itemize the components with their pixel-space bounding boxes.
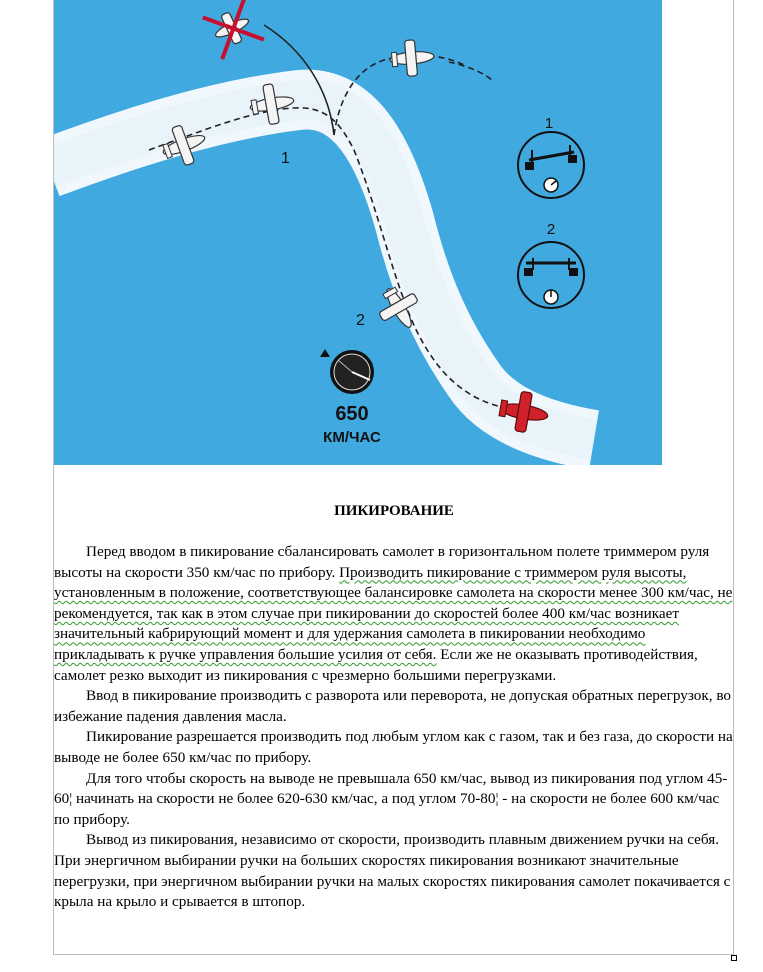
position-label-2: 2: [356, 312, 365, 329]
dive-diagram: [54, 0, 662, 465]
dive-illustration: [54, 0, 662, 465]
document-title: ПИКИРОВАНИЕ: [334, 503, 454, 519]
paragraph: [54, 830, 734, 912]
inset-label-1: 1: [544, 115, 554, 132]
position-label-1: 1: [281, 150, 290, 167]
paragraph: [54, 542, 734, 686]
paragraph-segment: Если же не оказывать противодействия, самолет резко выходит из пикирования с чрезмерно большими перегрузками.: [54, 645, 698, 684]
paragraph: [54, 769, 734, 831]
paragraph-segment: Для того чтобы скорость на выводе не превышала 650 км/час, вывод из пикирования под углом 45-60¦ начинать на скорости не более 620-630 км/час, а под углом 70-80¦ - на скорости не более 600 км/час по прибору.: [54, 769, 728, 828]
paragraph: [54, 727, 734, 768]
paragraph-segment: Перед вводом в пикирование сбалансировать самолет в горизонтальном полете триммером руля высоты на скорости 350 км/час по прибору.: [54, 543, 710, 581]
inset-label-2: 2: [546, 221, 556, 238]
speed-value: 650: [335, 403, 369, 425]
paragraph-segment: Пикирование разрешается производить под любым углом как с газом, так и без газа, до скорости на выводе не более 650 км/час по прибору.: [54, 728, 733, 766]
document-body: [54, 542, 734, 913]
paragraph: [54, 686, 734, 727]
trim-inset-2: [518, 242, 584, 308]
trim-inset-1: [518, 132, 584, 198]
sky-background: [54, 0, 662, 465]
paragraph-segment: Производить пикирование с триммером руля высоты, установленным в положение, соответствующее балансировке самолета на скорости менее 300 км/час, не рекомендуется, так как в этом случае при пикировании до скоростей более 400 км/час возникает значительный кабрирующий момент и для удержания самолета в пикировании необходимо прикладывать к ручке управления большие усилия от себя.: [54, 563, 733, 663]
resize-handle[interactable]: [731, 955, 737, 961]
paragraph-segment: Ввод в пикирование производить с разворота или переворота, не допуская обратных перегрузок, во избежание падения давления масла.: [54, 687, 731, 725]
speed-unit: КМ/ЧАС: [323, 429, 381, 446]
paragraph-segment: Вывод из пикирования, независимо от скорости, производить плавным движением ручки на себя. При энергичном выбирании ручки на больших скоростях пикирования возникают значительные перегрузки, при энергичном выбирании ручки на малых скоростях пикирования самолет покачивается с крыла на крыло и срывается в штопор.: [54, 831, 731, 911]
